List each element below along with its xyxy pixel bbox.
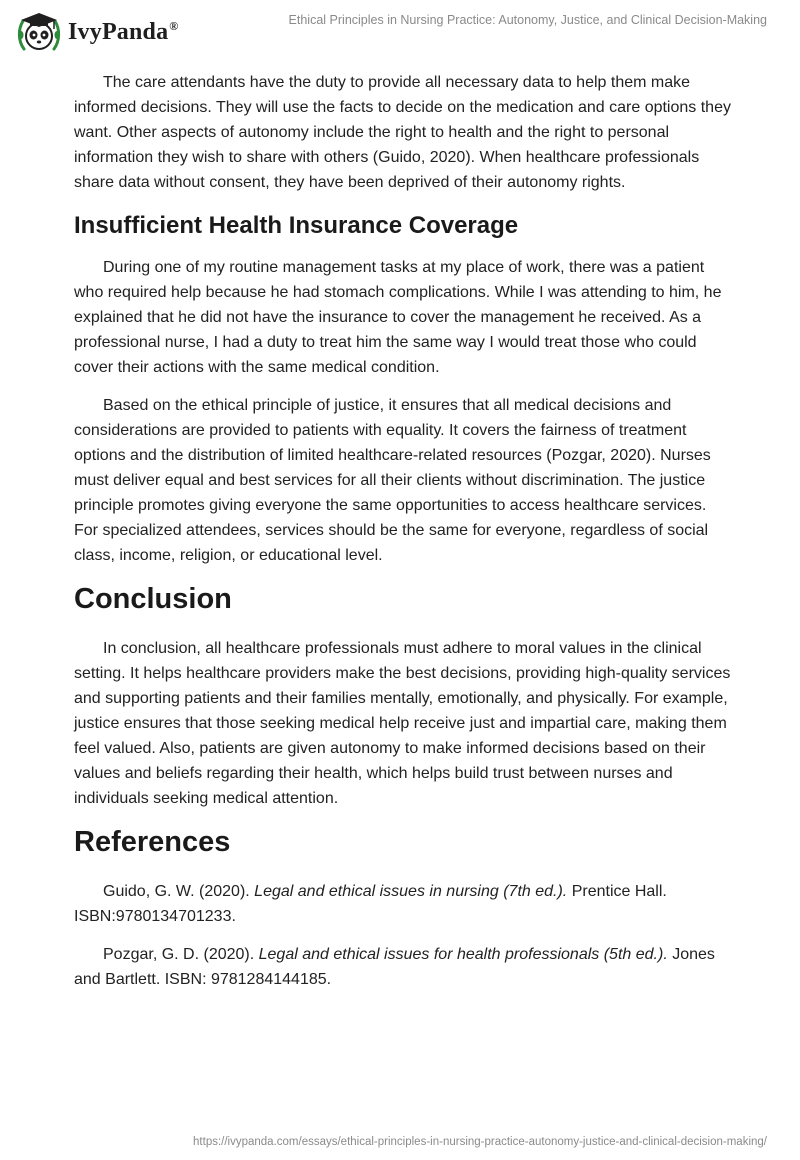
page-header [0, 0, 800, 60]
paragraph: Based on the ethical principle of justice, it ensures that all medical decisions and considerations are provided to patients with equality. It covers the fairness of treatment options and the distribution of limited healthcare-related resources (Pozgar, 2020). Nurses must deliver equal and best services for all their clients without discrimination. The justice principle promotes giving everyone the same opportunities to access healthcare services. For specialized attendees, services should be the same for everyone, regardless of social class, income, religion, or educational level. [74, 397, 711, 564]
reference-entry: Guido, G. W. (2020). Legal and ethical issues in nursing (7th ed.). Prentice Hall. ISBN:9780134701233. [74, 883, 667, 925]
section-heading-conclusion: Conclusion [74, 583, 232, 615]
paragraph: The care attendants have the duty to provide all necessary data to help them make informed decisions. They will use the facts to decide on the medication and care options they want. Other aspects of autonomy include the right to health and the right to personal information they wish to share with others (Guido, 2020). When healthcare professionals share data without consent, they have been deprived of their autonomy rights. [74, 74, 731, 191]
source-url[interactable]: https://ivypanda.com/essays/ethical-principles-in-nursing-practice-autonomy-justice-and-clinical-decision-making/ [193, 1136, 767, 1148]
essay-content [74, 70, 734, 1005]
section-heading-references: References [74, 826, 231, 858]
reference-entry: Pozgar, G. D. (2020). Legal and ethical issues for health professionals (5th ed.). Jones and Bartlett. ISBN: 9781284144185. [74, 946, 715, 988]
document-title: Ethical Principles in Nursing Practice: Autonomy, Justice, and Clinical Decision-Making [288, 13, 767, 27]
section-heading-insurance: Insufficient Health Insurance Coverage [74, 212, 519, 239]
panda-graduate-icon [16, 9, 62, 55]
brand-logo[interactable] [16, 9, 178, 55]
paragraph: In conclusion, all healthcare professionals must adhere to moral values in the clinical setting. It helps healthcare providers make the best decisions, providing high-quality services and supporting patients and their families mentally, emotionally, and physically. For example, justice ensures that those seeking medical help receive just and impartial care, making them feel valued. Also, patients are given autonomy to make informed decisions based on their values and beliefs regarding their health, which helps build trust between nurses and individuals seeking medical attention. [74, 640, 731, 807]
brand-name: IvyPanda® [68, 18, 179, 45]
paragraph: During one of my routine management tasks at my place of work, there was a patient who required help because he had stomach complications. While I was attending to him, he explained that he did not have the insurance to cover the management he received. As a professional nurse, I had a duty to treat him the same way I would treat those who could cover their actions with the same medical condition. [74, 259, 722, 376]
